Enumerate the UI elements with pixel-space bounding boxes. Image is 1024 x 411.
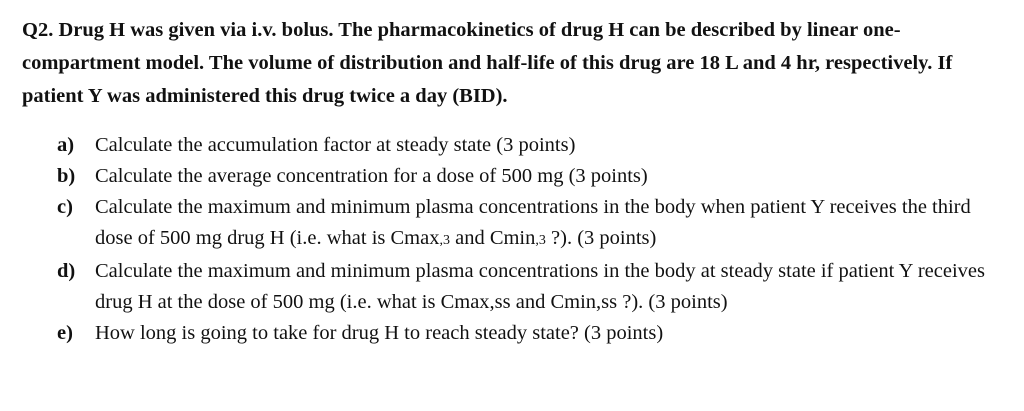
part-c-text-before: Calculate the maximum and minimum plasma concentrations in the body when patient Y receives the third dose of 500 mg drug H (i.e. what is Cmax: [95, 196, 971, 249]
question-parts-list: [57, 130, 1007, 349]
part-d-letter: d): [57, 260, 76, 282]
part-a-text: Calculate the accumulation factor at steady state (3 points): [95, 134, 576, 156]
part-b-letter: b): [57, 165, 76, 187]
part-e-letter: e): [57, 322, 73, 344]
part-a: [57, 130, 1007, 161]
part-b-text: Calculate the average concentration for a dose of 500 mg (3 points): [95, 165, 648, 187]
part-d-text: Calculate the maximum and minimum plasma concentrations in the body at steady state if patient Y receives drug H at the dose of 500 mg (i.e. what is Cmax,ss and Cmin,ss ?). (3 points): [95, 260, 985, 313]
part-c-text-mid: and Cmin: [449, 227, 536, 249]
part-d: [57, 256, 1007, 318]
part-e-text: How long is going to take for drug H to reach steady state? (3 points): [95, 322, 664, 344]
part-c-text-after: ?). (3 points): [545, 227, 657, 249]
part-c-cmin-subscript: ,3: [535, 233, 546, 248]
question-heading: Q2. Drug H was given via i.v. bolus. The pharmacokinetics of drug H can be described by linear one-compartment model. The volume of distribution and half-life of this drug are 18 L and 4 hr, respectively. If patient Y was administered this drug twice a day (BID).: [22, 19, 953, 107]
part-e: [57, 318, 1007, 349]
part-c: [57, 192, 1007, 256]
part-b: [57, 161, 1007, 192]
part-c-text: [95, 192, 1007, 256]
part-a-letter: a): [57, 134, 75, 156]
part-c-letter: c): [57, 196, 73, 218]
part-c-cmax-subscript: ,3: [439, 233, 450, 248]
